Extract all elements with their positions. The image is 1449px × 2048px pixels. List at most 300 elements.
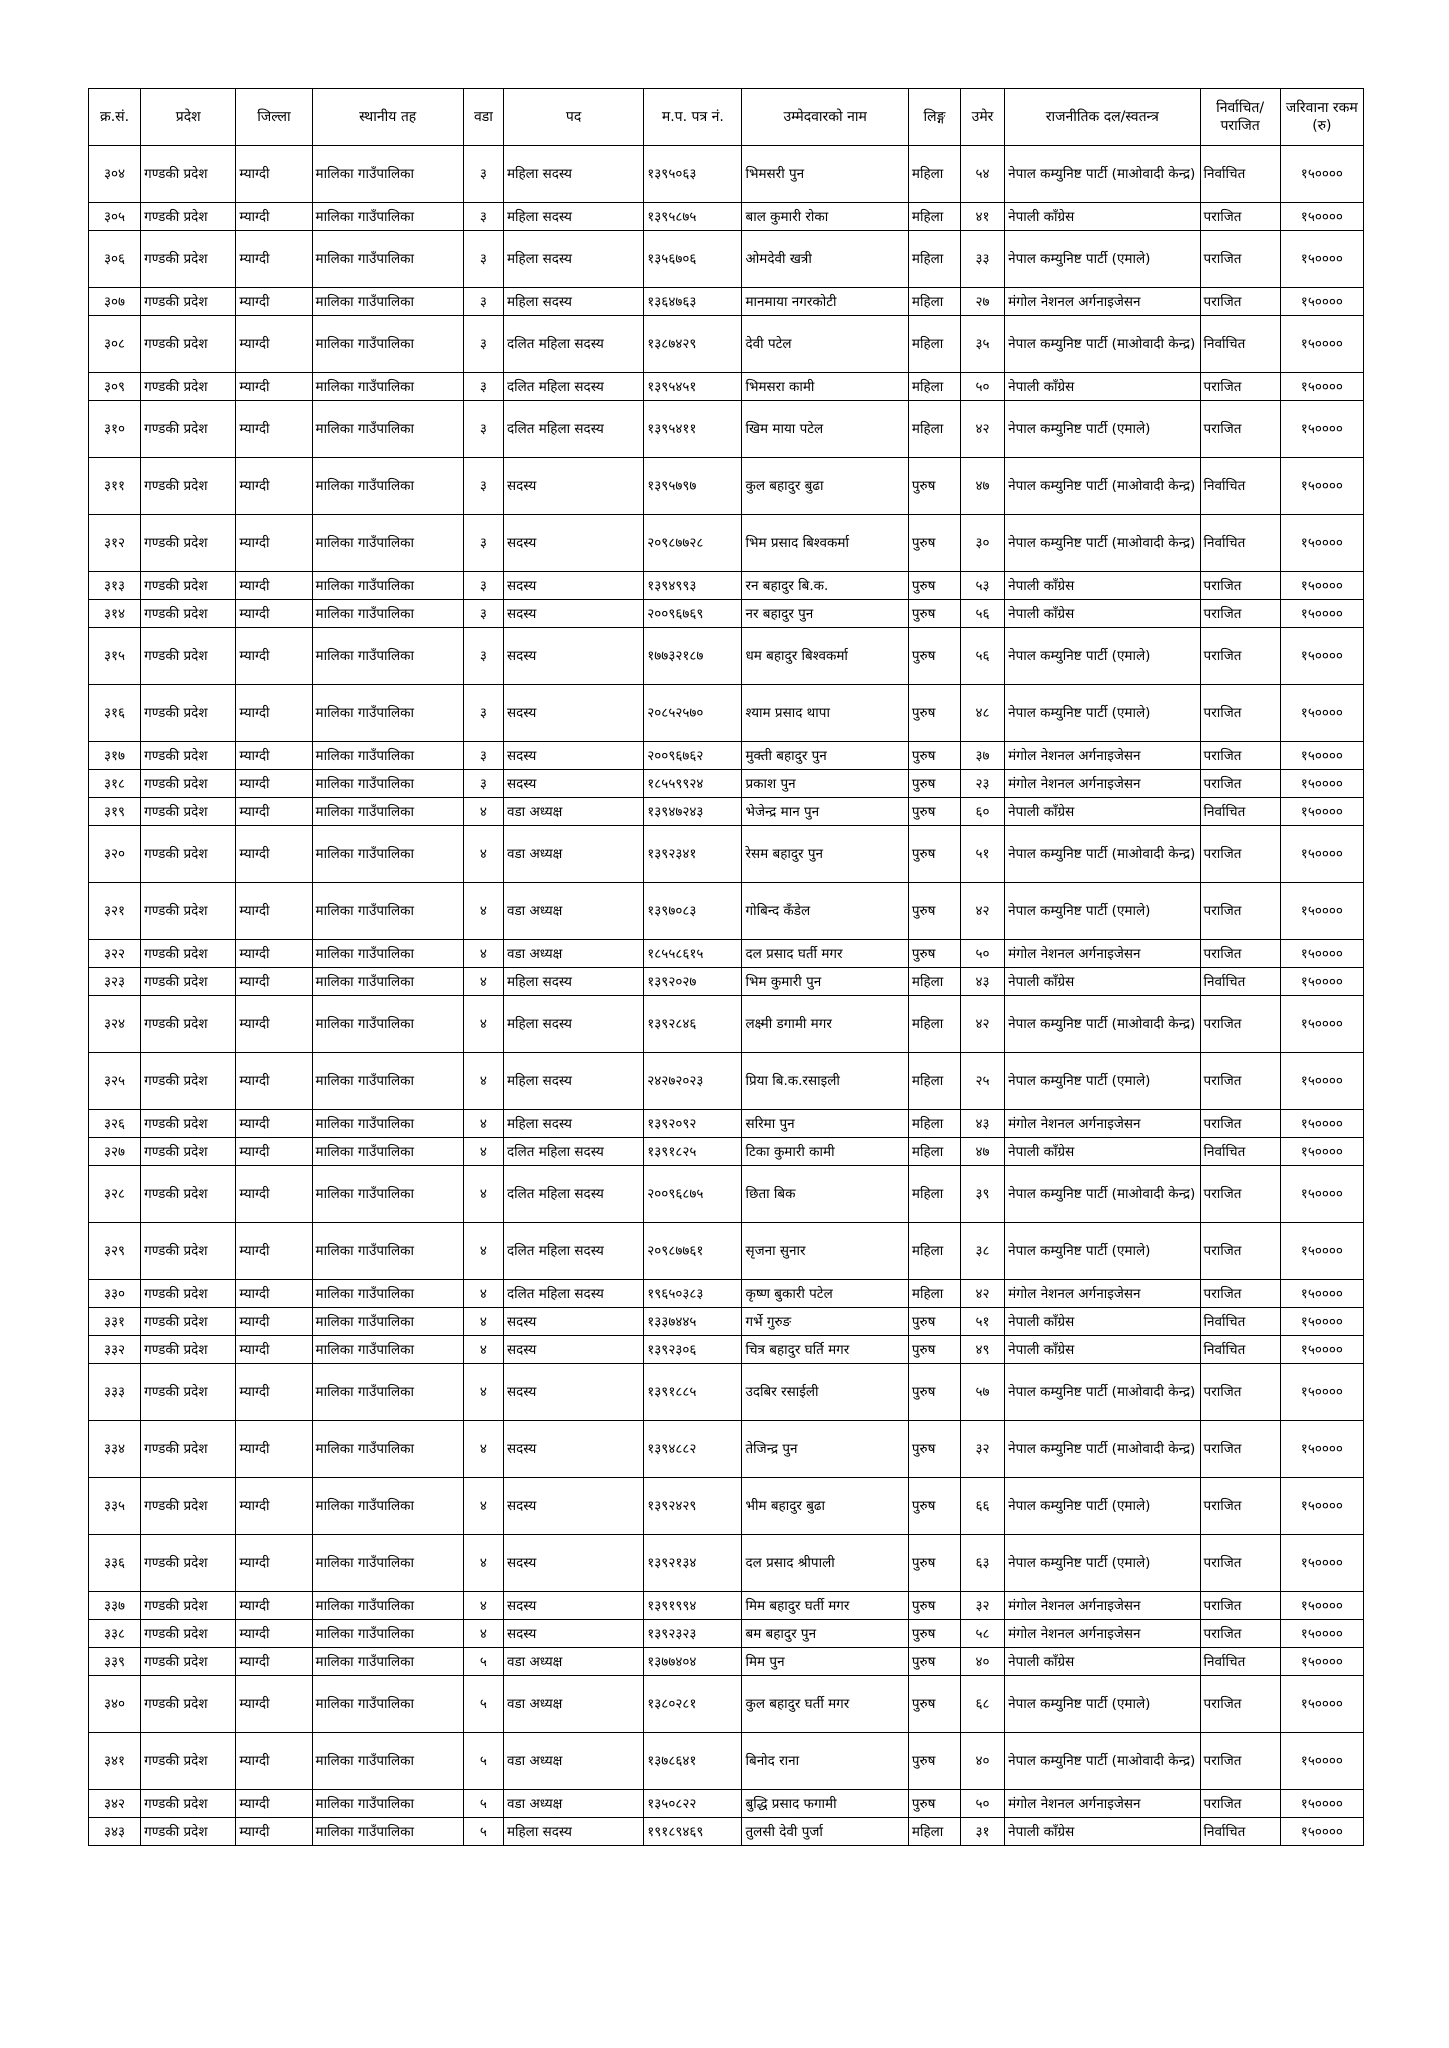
ward-cell: ३ [463, 373, 503, 401]
local-level-cell: मालिका गाउँपालिका [312, 1648, 463, 1676]
post-cell: सदस्य [503, 1308, 643, 1336]
table-row [89, 1166, 1364, 1223]
district-cell: म्याग्दी [236, 401, 312, 458]
gender-cell: महिला [908, 316, 960, 373]
post-cell: वडा अध्यक्ष [503, 1676, 643, 1733]
gender-cell: पुरुष [908, 1592, 960, 1620]
party-cell: नेपाली काँग्रेस [1005, 1138, 1200, 1166]
gender-cell: महिला [908, 1053, 960, 1110]
post-cell: महिला सदस्य [503, 288, 643, 316]
province-cell: गण्डकी प्रदेश [141, 1535, 236, 1592]
gender-cell: महिला [908, 1138, 960, 1166]
gender-cell: पुरुष [908, 1364, 960, 1421]
local-level-cell: मालिका गाउँपालिका [312, 316, 463, 373]
ballot-no-cell: १३५६७०६ [644, 231, 742, 288]
party-cell: नेपाल कम्युनिष्ट पार्टी (एमाले) [1005, 1223, 1200, 1280]
age-cell: ६३ [960, 1535, 1004, 1592]
post-cell: दलित महिला सदस्य [503, 1223, 643, 1280]
table-row [89, 1676, 1364, 1733]
serial-cell: ३४३ [89, 1818, 141, 1846]
result-cell: पराजित [1200, 572, 1280, 600]
province-cell: गण्डकी प्रदेश [141, 883, 236, 940]
ballot-no-cell: १३९२८४६ [644, 996, 742, 1053]
ward-cell: ३ [463, 628, 503, 685]
result-cell: पराजित [1200, 1364, 1280, 1421]
post-cell: महिला सदस्य [503, 1818, 643, 1846]
fine-cell: १५०००० [1280, 1421, 1363, 1478]
province-cell: गण्डकी प्रदेश [141, 1818, 236, 1846]
result-cell: पराजित [1200, 373, 1280, 401]
serial-cell: ३३९ [89, 1648, 141, 1676]
candidate-name-cell: रेसम बहादुर पुन [742, 826, 908, 883]
candidate-name-cell: श्याम प्रसाद थापा [742, 685, 908, 742]
local-level-cell: मालिका गाउँपालिका [312, 1223, 463, 1280]
post-cell: सदस्य [503, 1592, 643, 1620]
table-row [89, 203, 1364, 231]
serial-cell: ३३१ [89, 1308, 141, 1336]
table-row [89, 883, 1364, 940]
col-header-candidate-name: उम्मेदवारको नाम [742, 89, 908, 146]
ward-cell: ३ [463, 231, 503, 288]
fine-cell: १५०००० [1280, 1308, 1363, 1336]
table-row [89, 1421, 1364, 1478]
province-cell: गण्डकी प्रदेश [141, 1336, 236, 1364]
local-level-cell: मालिका गाउँपालिका [312, 1280, 463, 1308]
col-header-district: जिल्ला [236, 89, 312, 146]
ward-cell: ४ [463, 1535, 503, 1592]
ward-cell: ४ [463, 1138, 503, 1166]
district-cell: म्याग्दी [236, 940, 312, 968]
party-cell: नेपाल कम्युनिष्ट पार्टी (एमाले) [1005, 401, 1200, 458]
ballot-no-cell: १३९५८७५ [644, 203, 742, 231]
candidate-name-cell: मानमाया नगरकोटी [742, 288, 908, 316]
table-row [89, 600, 1364, 628]
gender-cell: महिला [908, 203, 960, 231]
candidate-name-cell: बम बहादुर पुन [742, 1620, 908, 1648]
local-level-cell: मालिका गाउँपालिका [312, 742, 463, 770]
col-header-fine: जरिवाना रकम (रु) [1280, 89, 1363, 146]
table-row [89, 1280, 1364, 1308]
age-cell: ५६ [960, 628, 1004, 685]
ballot-no-cell: १३९२०२७ [644, 968, 742, 996]
result-cell: पराजित [1200, 288, 1280, 316]
candidate-name-cell: प्रकाश पुन [742, 770, 908, 798]
ballot-no-cell: १३९२१३४ [644, 1535, 742, 1592]
table-row [89, 996, 1364, 1053]
party-cell: नेपाली काँग्रेस [1005, 1648, 1200, 1676]
gender-cell: पुरुष [908, 1336, 960, 1364]
ballot-no-cell: १३९४९९३ [644, 572, 742, 600]
party-cell: नेपाल कम्युनिष्ट पार्टी (माओवादी केन्द्र) [1005, 996, 1200, 1053]
local-level-cell: मालिका गाउँपालिका [312, 572, 463, 600]
post-cell: सदस्य [503, 1364, 643, 1421]
district-cell: म्याग्दी [236, 1676, 312, 1733]
result-cell: निर्वाचित [1200, 316, 1280, 373]
result-cell: पराजित [1200, 1592, 1280, 1620]
fine-cell: १५०००० [1280, 798, 1363, 826]
ward-cell: ३ [463, 458, 503, 515]
age-cell: २३ [960, 770, 1004, 798]
gender-cell: पुरुष [908, 883, 960, 940]
local-level-cell: मालिका गाउँपालिका [312, 600, 463, 628]
ballot-no-cell: १३९५४११ [644, 401, 742, 458]
table-row [89, 515, 1364, 572]
post-cell: दलित महिला सदस्य [503, 1166, 643, 1223]
post-cell: सदस्य [503, 572, 643, 600]
local-level-cell: मालिका गाउँपालिका [312, 401, 463, 458]
serial-cell: ३०५ [89, 203, 141, 231]
result-cell: पराजित [1200, 401, 1280, 458]
province-cell: गण्डकी प्रदेश [141, 798, 236, 826]
ballot-no-cell: १३९५७९७ [644, 458, 742, 515]
province-cell: गण्डकी प्रदेश [141, 401, 236, 458]
district-cell: म्याग्दी [236, 826, 312, 883]
result-cell: पराजित [1200, 940, 1280, 968]
table-row [89, 1818, 1364, 1846]
local-level-cell: मालिका गाउँपालिका [312, 1592, 463, 1620]
serial-cell: ३०८ [89, 316, 141, 373]
district-cell: म्याग्दी [236, 203, 312, 231]
serial-cell: ३३४ [89, 1421, 141, 1478]
serial-cell: ३३६ [89, 1535, 141, 1592]
province-cell: गण्डकी प्रदेश [141, 1790, 236, 1818]
result-cell: निर्वाचित [1200, 1818, 1280, 1846]
ward-cell: ४ [463, 1166, 503, 1223]
ballot-no-cell: १८५५८६१५ [644, 940, 742, 968]
district-cell: म्याग्दी [236, 515, 312, 572]
local-level-cell: मालिका गाउँपालिका [312, 1535, 463, 1592]
gender-cell: महिला [908, 401, 960, 458]
post-cell: सदस्य [503, 600, 643, 628]
ward-cell: ४ [463, 1280, 503, 1308]
fine-cell: १५०००० [1280, 1790, 1363, 1818]
age-cell: २७ [960, 288, 1004, 316]
post-cell: सदस्य [503, 1620, 643, 1648]
result-cell: निर्वाचित [1200, 458, 1280, 515]
post-cell: महिला सदस्य [503, 231, 643, 288]
gender-cell: महिला [908, 996, 960, 1053]
ward-cell: ४ [463, 1478, 503, 1535]
results-table [88, 88, 1364, 1846]
gender-cell: पुरुष [908, 1790, 960, 1818]
serial-cell: ३२६ [89, 1110, 141, 1138]
col-header-gender: लिङ्ग [908, 89, 960, 146]
post-cell: सदस्य [503, 628, 643, 685]
serial-cell: ३२८ [89, 1166, 141, 1223]
party-cell: नेपाल कम्युनिष्ट पार्टी (माओवादी केन्द्र) [1005, 826, 1200, 883]
district-cell: म्याग्दी [236, 968, 312, 996]
candidate-name-cell: गर्भे गुरुङ [742, 1308, 908, 1336]
post-cell: महिला सदस्य [503, 1110, 643, 1138]
party-cell: नेपाल कम्युनिष्ट पार्टी (माओवादी केन्द्र) [1005, 146, 1200, 203]
fine-cell: १५०००० [1280, 572, 1363, 600]
local-level-cell: मालिका गाउँपालिका [312, 203, 463, 231]
serial-cell: ३२० [89, 826, 141, 883]
district-cell: म्याग्दी [236, 146, 312, 203]
gender-cell: महिला [908, 1110, 960, 1138]
local-level-cell: मालिका गाउँपालिका [312, 1053, 463, 1110]
age-cell: ६६ [960, 1478, 1004, 1535]
result-cell: पराजित [1200, 1166, 1280, 1223]
ballot-no-cell: २०९८७७२८ [644, 515, 742, 572]
ballot-no-cell: १३९२०९२ [644, 1110, 742, 1138]
candidate-name-cell: बाल कुमारी रोका [742, 203, 908, 231]
gender-cell: पुरुष [908, 1620, 960, 1648]
serial-cell: ३३५ [89, 1478, 141, 1535]
table-row [89, 1308, 1364, 1336]
ward-cell: ४ [463, 798, 503, 826]
party-cell: नेपाल कम्युनिष्ट पार्टी (एमाले) [1005, 883, 1200, 940]
post-cell: महिला सदस्य [503, 968, 643, 996]
candidate-name-cell: सृजना सुनार [742, 1223, 908, 1280]
province-cell: गण्डकी प्रदेश [141, 742, 236, 770]
province-cell: गण्डकी प्रदेश [141, 515, 236, 572]
ballot-no-cell: १३९१८२५ [644, 1138, 742, 1166]
ballot-no-cell: १३९२३४१ [644, 826, 742, 883]
serial-cell: ३२२ [89, 940, 141, 968]
gender-cell: महिला [908, 231, 960, 288]
serial-cell: ३४२ [89, 1790, 141, 1818]
serial-cell: ३२१ [89, 883, 141, 940]
age-cell: ४२ [960, 401, 1004, 458]
ward-cell: ३ [463, 742, 503, 770]
party-cell: नेपाली काँग्रेस [1005, 572, 1200, 600]
col-header-sn: क्र.सं. [89, 89, 141, 146]
local-level-cell: मालिका गाउँपालिका [312, 628, 463, 685]
province-cell: गण्डकी प्रदेश [141, 1648, 236, 1676]
candidate-name-cell: भेजेन्द्र मान पुन [742, 798, 908, 826]
fine-cell: १५०००० [1280, 288, 1363, 316]
table-row [89, 1790, 1364, 1818]
age-cell: ३३ [960, 231, 1004, 288]
age-cell: ५७ [960, 1364, 1004, 1421]
result-cell: पराजित [1200, 1676, 1280, 1733]
ward-cell: ३ [463, 515, 503, 572]
party-cell: मंगोल नेशनल अर्गनाइजेसन [1005, 288, 1200, 316]
ballot-no-cell: १३९१९९४ [644, 1592, 742, 1620]
district-cell: म्याग्दी [236, 1308, 312, 1336]
result-cell: निर्वाचित [1200, 1648, 1280, 1676]
ballot-no-cell: १३९२३२३ [644, 1620, 742, 1648]
candidate-name-cell: भिमसरा कामी [742, 373, 908, 401]
candidate-name-cell: दल प्रसाद घर्ती मगर [742, 940, 908, 968]
ballot-no-cell: १३९४७२४३ [644, 798, 742, 826]
table-row [89, 1733, 1364, 1790]
province-cell: गण्डकी प्रदेश [141, 1223, 236, 1280]
serial-cell: ३३२ [89, 1336, 141, 1364]
district-cell: म्याग्दी [236, 798, 312, 826]
serial-cell: ३२९ [89, 1223, 141, 1280]
serial-cell: ३११ [89, 458, 141, 515]
local-level-cell: मालिका गाउँपालिका [312, 1676, 463, 1733]
party-cell: नेपाल कम्युनिष्ट पार्टी (एमाले) [1005, 628, 1200, 685]
candidate-name-cell: धम बहादुर बिश्वकर्मा [742, 628, 908, 685]
party-cell: नेपाली काँग्रेस [1005, 1336, 1200, 1364]
gender-cell: महिला [908, 373, 960, 401]
ballot-no-cell: १३७८६४१ [644, 1733, 742, 1790]
district-cell: म्याग्दी [236, 231, 312, 288]
age-cell: ५३ [960, 572, 1004, 600]
serial-cell: ३३७ [89, 1592, 141, 1620]
serial-cell: ३०९ [89, 373, 141, 401]
post-cell: वडा अध्यक्ष [503, 1648, 643, 1676]
age-cell: ४० [960, 1648, 1004, 1676]
post-cell: वडा अध्यक्ष [503, 883, 643, 940]
province-cell: गण्डकी प्रदेश [141, 146, 236, 203]
age-cell: ५६ [960, 600, 1004, 628]
gender-cell: पुरुष [908, 1308, 960, 1336]
local-level-cell: मालिका गाउँपालिका [312, 1364, 463, 1421]
fine-cell: १५०००० [1280, 1478, 1363, 1535]
party-cell: नेपाली काँग्रेस [1005, 798, 1200, 826]
ward-cell: ५ [463, 1648, 503, 1676]
age-cell: ३२ [960, 1421, 1004, 1478]
table-row [89, 940, 1364, 968]
serial-cell: ३२७ [89, 1138, 141, 1166]
table-row [89, 1053, 1364, 1110]
party-cell: नेपाल कम्युनिष्ट पार्टी (एमाले) [1005, 1535, 1200, 1592]
candidate-name-cell: भिम प्रसाद बिश्वकर्मा [742, 515, 908, 572]
district-cell: म्याग्दी [236, 458, 312, 515]
local-level-cell: मालिका गाउँपालिका [312, 146, 463, 203]
party-cell: नेपाल कम्युनिष्ट पार्टी (माओवादी केन्द्र) [1005, 1421, 1200, 1478]
table-row [89, 798, 1364, 826]
province-cell: गण्डकी प्रदेश [141, 940, 236, 968]
district-cell: म्याग्दी [236, 628, 312, 685]
party-cell: नेपाल कम्युनिष्ट पार्टी (माओवादी केन्द्र) [1005, 458, 1200, 515]
result-cell: पराजित [1200, 1620, 1280, 1648]
post-cell: वडा अध्यक्ष [503, 940, 643, 968]
ward-cell: ३ [463, 401, 503, 458]
ballot-no-cell: १९१८९४६९ [644, 1818, 742, 1846]
fine-cell: १५०००० [1280, 1336, 1363, 1364]
district-cell: म्याग्दी [236, 1421, 312, 1478]
party-cell: नेपाली काँग्रेस [1005, 203, 1200, 231]
ballot-no-cell: १३३७४४५ [644, 1308, 742, 1336]
result-cell: पराजित [1200, 1733, 1280, 1790]
post-cell: वडा अध्यक्ष [503, 826, 643, 883]
local-level-cell: मालिका गाउँपालिका [312, 883, 463, 940]
table-row [89, 826, 1364, 883]
local-level-cell: मालिका गाउँपालिका [312, 1166, 463, 1223]
ward-cell: ४ [463, 1364, 503, 1421]
age-cell: ६८ [960, 1676, 1004, 1733]
post-cell: महिला सदस्य [503, 146, 643, 203]
header-row [89, 89, 1364, 146]
district-cell: म्याग्दी [236, 373, 312, 401]
post-cell: सदस्य [503, 458, 643, 515]
age-cell: ५० [960, 940, 1004, 968]
post-cell: सदस्य [503, 1535, 643, 1592]
table-row [89, 968, 1364, 996]
table-row [89, 373, 1364, 401]
ward-cell: ५ [463, 1818, 503, 1846]
table-row [89, 1364, 1364, 1421]
post-cell: दलित महिला सदस्य [503, 401, 643, 458]
province-cell: गण्डकी प्रदेश [141, 600, 236, 628]
gender-cell: पुरुष [908, 742, 960, 770]
table-row [89, 231, 1364, 288]
age-cell: ४७ [960, 458, 1004, 515]
result-cell: पराजित [1200, 685, 1280, 742]
post-cell: महिला सदस्य [503, 1053, 643, 1110]
local-level-cell: मालिका गाउँपालिका [312, 1790, 463, 1818]
ballot-no-cell: १३५०८२२ [644, 1790, 742, 1818]
party-cell: नेपाल कम्युनिष्ट पार्टी (माओवादी केन्द्र) [1005, 1733, 1200, 1790]
candidate-name-cell: देवी पटेल [742, 316, 908, 373]
district-cell: म्याग्दी [236, 996, 312, 1053]
party-cell: मंगोल नेशनल अर्गनाइजेसन [1005, 770, 1200, 798]
table-row [89, 628, 1364, 685]
age-cell: ३२ [960, 1592, 1004, 1620]
province-cell: गण्डकी प्रदेश [141, 1478, 236, 1535]
district-cell: म्याग्दी [236, 1535, 312, 1592]
post-cell: वडा अध्यक्ष [503, 798, 643, 826]
fine-cell: १५०००० [1280, 231, 1363, 288]
candidate-name-cell: गोबिन्द कँडेल [742, 883, 908, 940]
gender-cell: पुरुष [908, 1421, 960, 1478]
ward-cell: ४ [463, 1620, 503, 1648]
post-cell: वडा अध्यक्ष [503, 1733, 643, 1790]
fine-cell: १५०००० [1280, 1053, 1363, 1110]
candidate-name-cell: कुल बहादुर घर्ती मगर [742, 1676, 908, 1733]
post-cell: दलित महिला सदस्य [503, 373, 643, 401]
ballot-no-cell: १३८७४२९ [644, 316, 742, 373]
party-cell: मंगोल नेशनल अर्गनाइजेसन [1005, 1620, 1200, 1648]
fine-cell: १५०००० [1280, 515, 1363, 572]
province-cell: गण्डकी प्रदेश [141, 203, 236, 231]
result-cell: पराजित [1200, 231, 1280, 288]
serial-cell: ३३८ [89, 1620, 141, 1648]
gender-cell: महिला [908, 288, 960, 316]
gender-cell: पुरुष [908, 1676, 960, 1733]
ballot-no-cell: १३९७०८३ [644, 883, 742, 940]
ward-cell: ४ [463, 968, 503, 996]
result-cell: निर्वाचित [1200, 968, 1280, 996]
district-cell: म्याग्दी [236, 770, 312, 798]
table-row [89, 1535, 1364, 1592]
fine-cell: १५०००० [1280, 685, 1363, 742]
fine-cell: १५०००० [1280, 600, 1363, 628]
candidate-name-cell: खिम माया पटेल [742, 401, 908, 458]
fine-cell: १५०००० [1280, 628, 1363, 685]
local-level-cell: मालिका गाउँपालिका [312, 231, 463, 288]
ward-cell: ५ [463, 1733, 503, 1790]
ballot-no-cell: १३७७४०४ [644, 1648, 742, 1676]
province-cell: गण्डकी प्रदेश [141, 1110, 236, 1138]
local-level-cell: मालिका गाउँपालिका [312, 1818, 463, 1846]
serial-cell: ३०६ [89, 231, 141, 288]
age-cell: ४९ [960, 1336, 1004, 1364]
ballot-no-cell: २००९६७६९ [644, 600, 742, 628]
district-cell: म्याग्दी [236, 1223, 312, 1280]
ballot-no-cell: १८५५९९२४ [644, 770, 742, 798]
local-level-cell: मालिका गाउँपालिका [312, 968, 463, 996]
party-cell: नेपाली काँग्रेस [1005, 600, 1200, 628]
local-level-cell: मालिका गाउँपालिका [312, 1620, 463, 1648]
table-row [89, 1223, 1364, 1280]
candidate-name-cell: नर बहादुर पुन [742, 600, 908, 628]
ballot-no-cell: २४२७२०२३ [644, 1053, 742, 1110]
gender-cell: महिला [908, 1166, 960, 1223]
result-cell: पराजित [1200, 628, 1280, 685]
table-row [89, 572, 1364, 600]
fine-cell: १५०००० [1280, 203, 1363, 231]
ballot-no-cell: १३९१८८५ [644, 1364, 742, 1421]
table-row [89, 1478, 1364, 1535]
ballot-no-cell: २००९६७६२ [644, 742, 742, 770]
fine-cell: १५०००० [1280, 770, 1363, 798]
